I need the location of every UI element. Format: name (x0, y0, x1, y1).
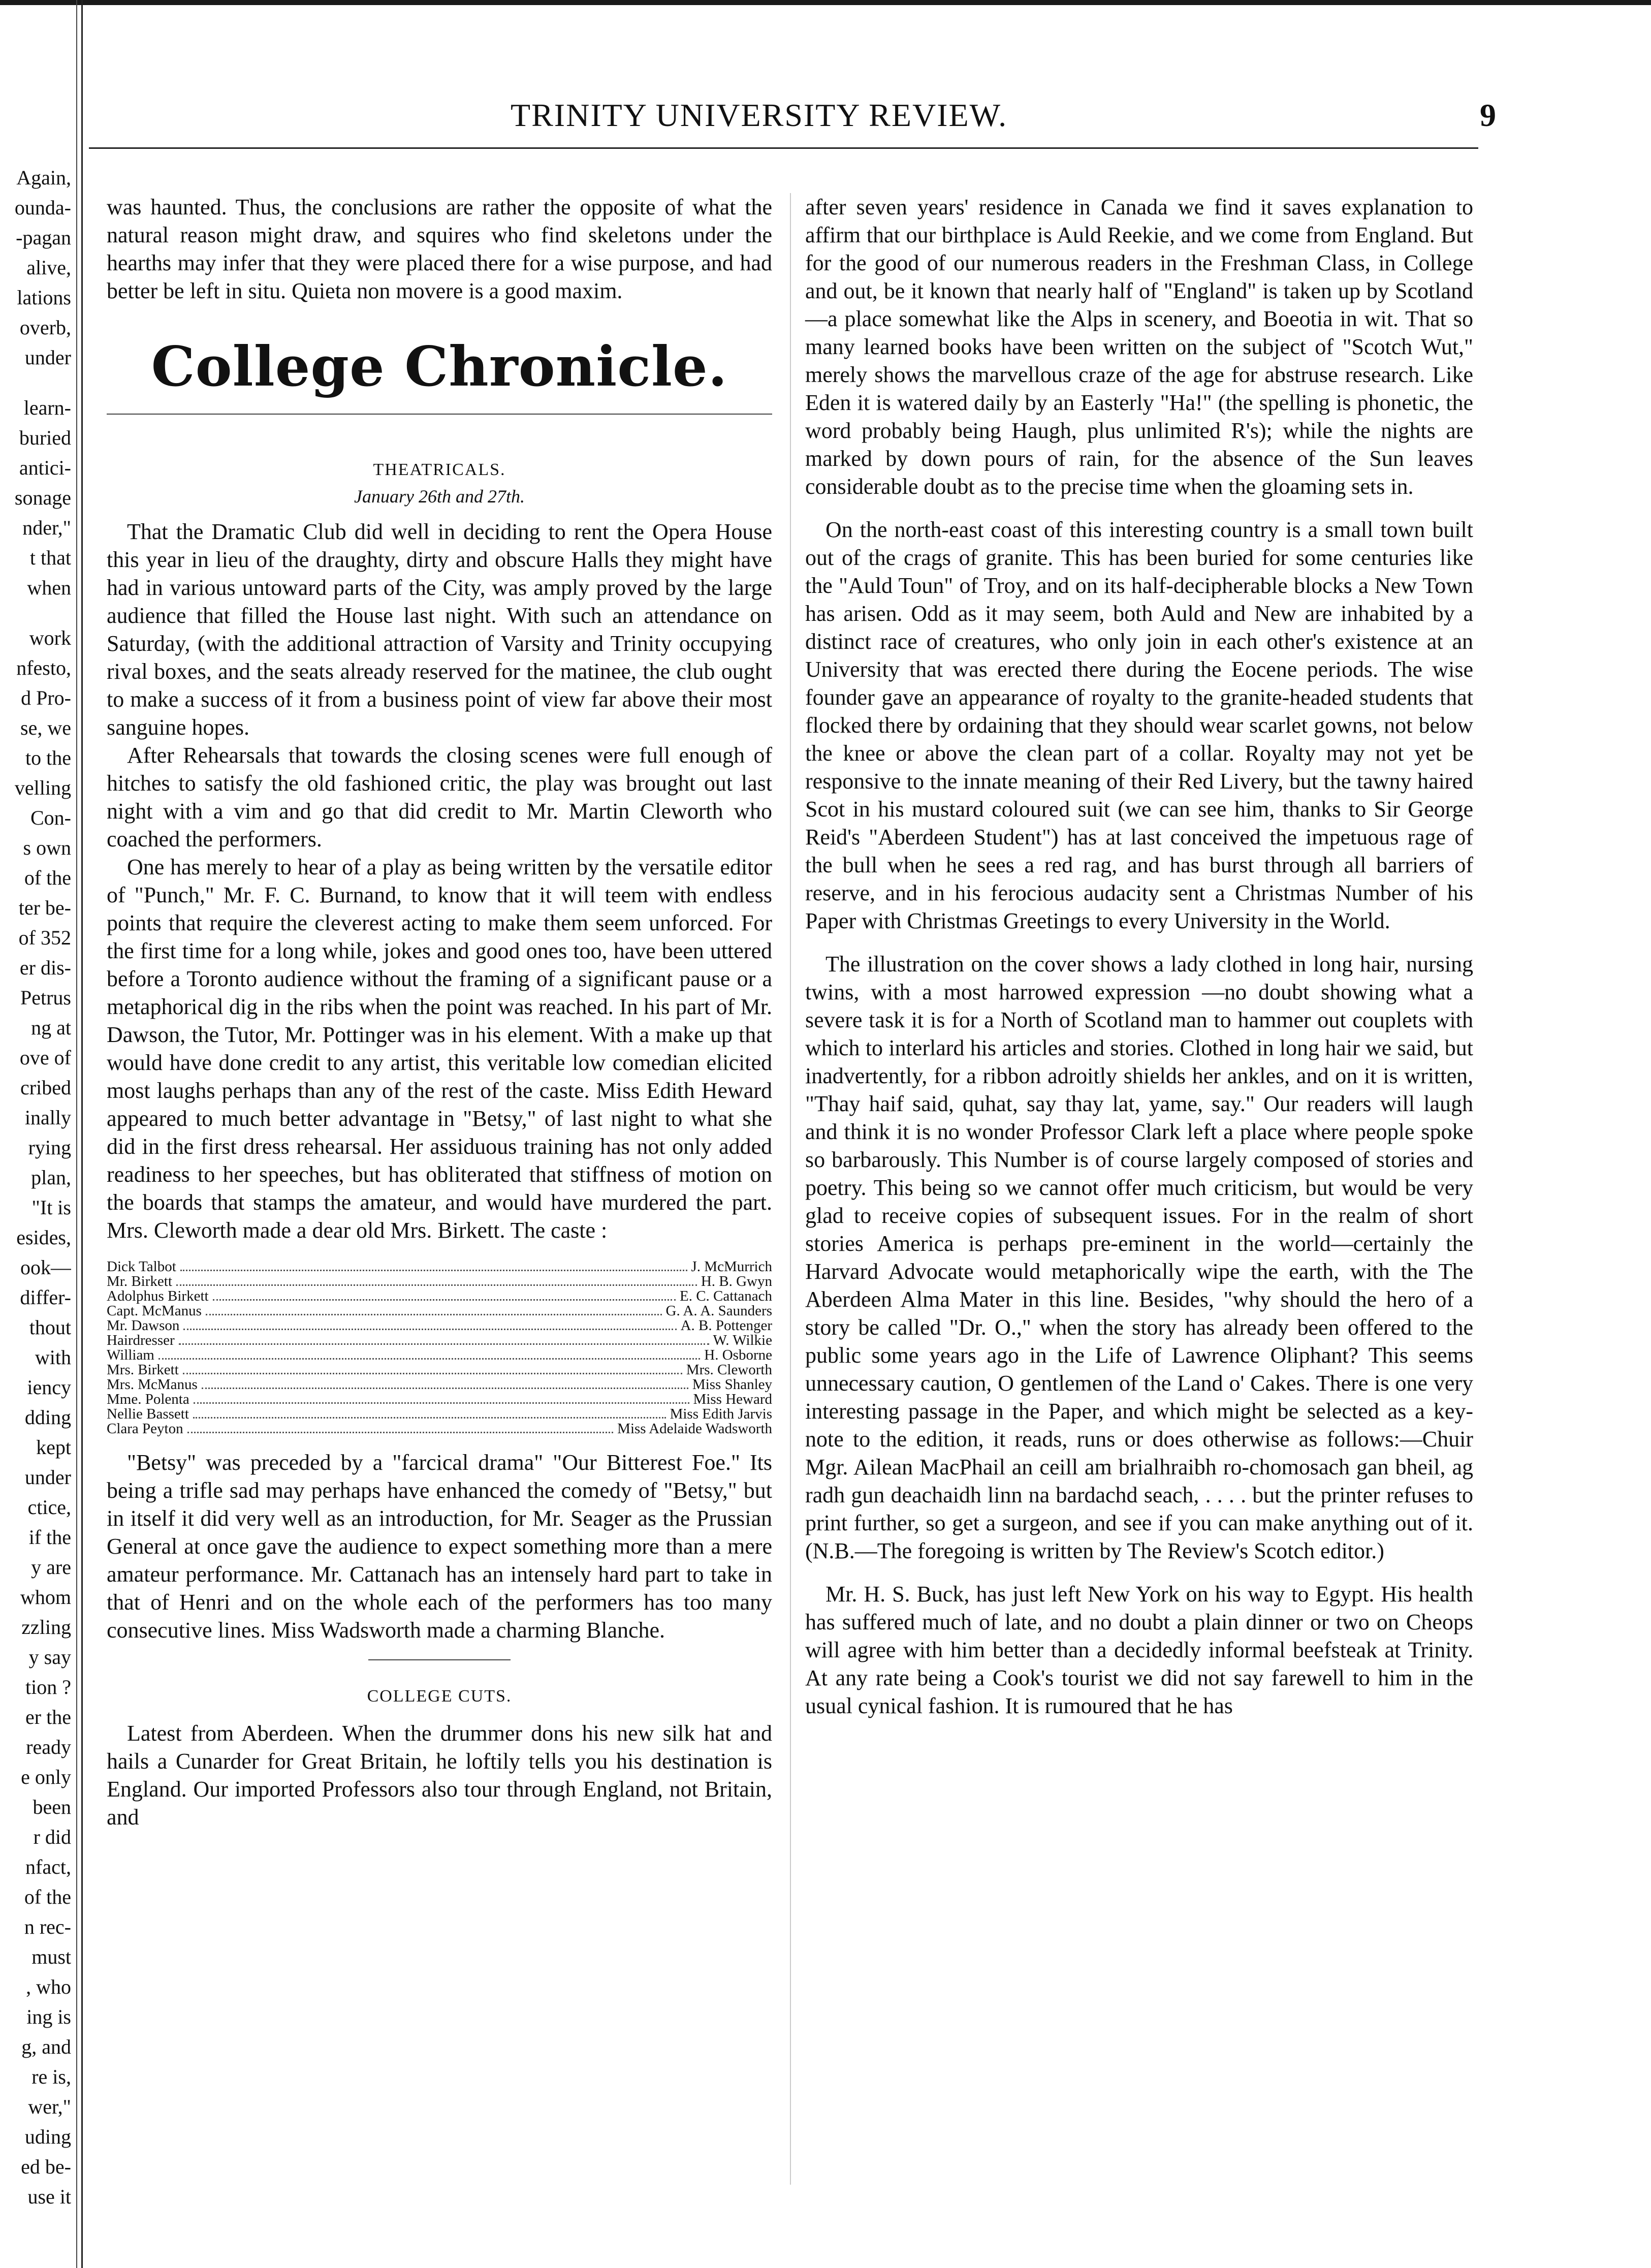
fragment-line: e only (21, 1766, 71, 1788)
leader-dots (158, 1358, 700, 1360)
leader-dots (187, 1432, 614, 1433)
cast-row (107, 1422, 772, 1436)
fragment-line (0, 372, 71, 393)
fragment-line: er dis- (19, 956, 71, 979)
theatricals-paragraph-2: After Rehearsals that towards the closing scenes were full enough of hitches to satisfy the old fashioned critic, the play was brought out last night with a vim and go that did credit to Mr. Martin Cleworth who coached the performers. (107, 743, 772, 852)
fragment-line: with (35, 1346, 71, 1369)
cast-actor: J. McMurrich (691, 1258, 772, 1275)
fragment-line: n rec- (24, 1915, 71, 1938)
fragment-line: d Pro- (21, 686, 71, 709)
cast-row (107, 1259, 772, 1274)
cast-row (107, 1274, 772, 1289)
cast-row (107, 1392, 772, 1407)
fragment-line: cribed (20, 1076, 71, 1099)
binding-edge-line (81, 0, 83, 2268)
fragment-line: r did (33, 1825, 71, 1848)
fragment-line: buried (19, 426, 71, 449)
buck-paragraph: Mr. H. S. Buck, has just left New York on his way to Egypt. His health has suffered much of late, and no doubt a plain dinner or two on Cheops will agree with him better than a decidedly informal beefsteak at Trinity. At any rate being a Cook's tourist we did not say farewell to him in the usual cynical fashion. It is rumoured that he has (805, 1582, 1473, 1718)
intro-paragraph: was haunted. Thus, the conclusions are rather the opposite of what the natural reason might draw, and squires who find skeletons under the hearths may infer that they were placed there for a wise purpose, and had better be left in situ. Quieta non movere is a good maxim. (107, 195, 772, 303)
cast-actor: Miss Heward (693, 1391, 772, 1407)
cast-row (107, 1333, 772, 1348)
leader-dots (202, 1388, 688, 1389)
aberdeen-paragraph-3: The illustration on the cover shows a lady clothed in long hair, nursing twins, with a most harrowed expression —no doubt showing what a severe task it is for a North of Scotland man to hammer out couplets with which to interlard his articles and stories. Clothed in long hair we said, but inadvertently, for a ribbon adroitly shields her ankles, and on it is written, "Thay haif said, quhat, say thay lat, yame, say." Our readers will laugh and think it is no wonder Professor Clark left a place where people spoke so barbarously. This Number is of course largely composed of stories and poetry. This being so we cannot offer much criticism, but would be very glad to receive copies of subsequent issues. For in the realm of short stories America is perhaps pre-eminent in the world—certainly the Harvard Advocate would metaphorically wipe the earth, with the The Aberdeen Alma Mater in this line. Besides, "why should the hero of a story be called "Dr. O.," when the story has already been offered to the public some years ago in the Life of Lawrence Oliphant? This seems unnecessary caution, O gentlemen of the Land o' Cakes. There is one very interesting passage in the Paper, and which might be selected as a key-note to the edition, it reads, runs or does otherwise as follows:—Chuir Mgr. Ailean MacPhail an ceill am brialhraibh ro-chomosach gan bheil, ag radh gun deachaidh linn na bardachd seach, . . . . but the printer refuses to print further, so get a surgeon, and see if you can make anything out of it. (N.B.—The foregoing is written by The Review's Scotch editor.) (805, 952, 1473, 1563)
fragment-line: nfesto, (16, 656, 71, 679)
cast-actor: Mrs. Cleworth (686, 1362, 772, 1378)
fragment-line: ove of (19, 1046, 71, 1069)
cast-actor: A. B. Pottenger (680, 1317, 772, 1334)
cast-actor: W. Wilkie (713, 1332, 772, 1348)
cast-row (107, 1304, 772, 1318)
theatricals-date: January 26th and 27th. (354, 486, 525, 507)
cast-role: Clara Peyton (107, 1421, 183, 1437)
cast-row (107, 1289, 772, 1304)
column-divider (790, 193, 791, 2185)
fragment-line: -pagan (16, 226, 71, 249)
fragment-line: se, we (20, 716, 71, 739)
cast-role: Mme. Polenta (107, 1391, 189, 1407)
college-cuts-heading: COLLEGE CUTS. (367, 1687, 512, 1706)
leader-dots (179, 1343, 709, 1345)
college-cuts-paragraph-1: Latest from Aberdeen. When the drummer dons his new silk hat and hails a Cunarder for Great Britain, he loftily tells you his destination is England. Our imported Professors also tour through England, not Britain, and (107, 1721, 772, 1830)
cast-actor: G. A. A. Saunders (665, 1303, 772, 1319)
fragment-line: lations (17, 286, 71, 309)
cast-role: Adolphus Birkett (107, 1288, 209, 1304)
fragment-line: must (31, 1945, 71, 1968)
fragment-line: kept (36, 1436, 71, 1459)
journal-title: TRINITY UNIVERSITY REVIEW. (511, 97, 1008, 133)
page-number: 9 (1480, 97, 1496, 133)
fragment-line: ready (26, 1736, 71, 1758)
cast-role: Nellie Bassett (107, 1406, 189, 1422)
cast-list (107, 1259, 772, 1436)
fragment-line: alive, (26, 256, 71, 279)
fragment-line: t that (29, 546, 71, 569)
fragment-line: zzling (21, 1616, 71, 1639)
fragment-line: plan, (31, 1166, 71, 1189)
adjacent-page-fragment (0, 163, 71, 2212)
fragment-line: re is, (31, 2065, 71, 2088)
fragment-line: rying (28, 1136, 71, 1159)
cast-role: William (107, 1347, 154, 1363)
fragment-line: of the (24, 866, 71, 889)
cast-row (107, 1348, 772, 1363)
fragment-line: Again, (16, 166, 71, 189)
fragment-line: velling (14, 776, 71, 799)
cast-actor: E. C. Cattanach (679, 1288, 772, 1304)
binding-edge (76, 0, 77, 2268)
fragment-line: ing is (26, 2005, 71, 2028)
fragment-line: ter be- (18, 896, 71, 919)
fragment-line: ed be- (21, 2155, 71, 2178)
fragment-line: ook— (20, 1256, 71, 1279)
cast-role: Mr. Dawson (107, 1317, 180, 1334)
leader-dots (183, 1373, 682, 1374)
section-title: College Chronicle. (151, 335, 728, 399)
fragment-line: inally (24, 1106, 71, 1129)
cast-actor: H. B. Gwyn (701, 1273, 772, 1289)
cast-actor: H. Osborne (704, 1347, 772, 1363)
theatricals-paragraph-4: "Betsy" was preceded by a "farcical drama" "Our Bitterest Foe." Its being a trifle sad may perhaps have enhanced the comedy of "Betsy," but in itself it did very well as an introduction, for Mr. Seager as the Prussian General at once gave the audience to expect something more than a mere amateur performance. Mr. Cattanach has an intensely hard part to take in that of Henri and on the whole each of the performers has too many consecutive lines. Miss Wadsworth made a charming Blanche. (107, 1450, 772, 1643)
fragment-line: when (27, 576, 71, 599)
theatricals-paragraph-1: That the Dramatic Club did well in deciding to rent the Opera House this year in lieu of the draughty, dirty and obscure Halls they might have had in various untoward parts of the City, was amply proved by the large audience that filled the House last night. With such an attendance on Saturday, (with the additional attraction of Varsity and Trinity occupying rival boxes, and the seats already reserved for the matinee, the club ought to make a success of it from a business point of view far above their most sanguine hopes. (107, 519, 772, 740)
fragment-line: Petrus (20, 986, 71, 1009)
fragment-line: y say (28, 1646, 71, 1668)
cast-role: Dick Talbot (107, 1258, 176, 1275)
cast-row (107, 1377, 772, 1392)
leader-dots (180, 1270, 687, 1271)
leader-dots (194, 1402, 689, 1404)
fragment-line: overb, (19, 316, 71, 339)
top-edge-shadow (0, 0, 1651, 5)
leader-dots (206, 1314, 662, 1315)
cast-actor: Miss Edith Jarvis (670, 1406, 772, 1422)
aberdeen-paragraph-2: On the north-east coast of this interesting country is a small town built out of the crags of granite. This has been buried for some centuries like the "Auld Toun" of Troy, and on its half-decipherable blocks a New Town has arisen. Odd as it may seem, both Auld and New are inhabited by a distinct race of creatures, who only join in each other's existence at an University that was erected there during the Eocene periods. The wise founder gave an appearance of royalty to the granite-headed students that flocked there by ordaining that they should wear scarlet gowns, not below the knee or above the clean part of a collar. Royalty may not yet be responsive to the innate meaning of their Red Livery, but the tawny haired Scot in his mustard coloured suit (we can see him, thanks to Sir George Reid's "Aberdeen Student") has at last conceived the impetuous rage of the bull when he sees a red rag, and has burst through all barriers of reserve, and in his ferocious audacity sent a Christmas Number of his Paper with Christmas Greetings to every University in the World. (805, 517, 1473, 933)
header-rule (89, 147, 1478, 149)
mid-rule (368, 1659, 511, 1660)
fragment-line: er the (25, 1706, 71, 1728)
cast-actor: Miss Shanley (692, 1376, 772, 1393)
theatricals-paragraph-3: One has merely to hear of a play as being written by the versatile editor of "Punch," Mr. F. C. Burnand, to know that it will teem with endless points that require the cleverest acting to make them seem unforced. For the first time for a long while, jokes and good ones too, have been uttered before a Toronto audience without the framing of a significant pause or a metaphorical dig in the ribs when the point was reached. In his part of Mr. Dawson, the Tutor, Mr. Pottinger was in his element. With a make up that would have done credit to any artist, this veritable low comedian elicited most laughs perhaps than any of the rest of the caste. Miss Edith Heward appeared to much better advantage in "Betsy," of last night to what she did in the first dress rehearsal. Her assiduous training has not only added readiness to her speeches, but has obliterated that stiffness of motion on the boards that stamps the amateur, and would have murdered the part. Mrs. Cleworth made a dear old Mrs. Birkett. The caste : (107, 855, 772, 1243)
fragment-line: nder," (22, 516, 71, 539)
fragment-line: use it (27, 2185, 71, 2208)
fragment-line: under (24, 1466, 71, 1489)
fragment-line: dding (24, 1406, 71, 1429)
fragment-line: if the (28, 1526, 71, 1549)
fragment-line: s own (23, 836, 71, 859)
fragment-line: sonage (14, 486, 71, 509)
fragment-line: y are (31, 1556, 71, 1579)
fragment-line: "It is (31, 1196, 71, 1219)
theatricals-heading: THEATRICALS. (373, 460, 506, 479)
fragment-line: , who (26, 1975, 71, 1998)
fragment-line: of 352 (18, 926, 71, 949)
fragment-line: iency (27, 1376, 71, 1399)
leader-dots (176, 1284, 697, 1286)
fragment-line: under (24, 346, 71, 369)
fragment-line: thout (29, 1316, 71, 1339)
fragment-line: ctice, (27, 1496, 71, 1519)
fragment-line: esides, (16, 1226, 71, 1249)
fragment-line: work (29, 626, 71, 649)
fragment-line: whom (20, 1586, 71, 1609)
fragment-line: tion ? (25, 1676, 71, 1698)
leader-dots (183, 1329, 676, 1330)
cast-row (107, 1407, 772, 1422)
leader-dots (213, 1299, 676, 1301)
cast-role: Mrs. McManus (107, 1376, 198, 1393)
cast-row (107, 1363, 772, 1377)
cast-role: Mrs. Birkett (107, 1362, 179, 1378)
fragment-line: ounda- (14, 196, 71, 219)
fragment-line: learn- (23, 396, 71, 419)
fragment-line: differ- (20, 1286, 71, 1309)
fragment-line: to the (25, 746, 71, 769)
fragment-line: g, and (21, 2035, 71, 2058)
cast-role: Mr. Birkett (107, 1273, 172, 1289)
fragment-line: nfact, (25, 1855, 71, 1878)
cast-role: Capt. McManus (107, 1303, 202, 1319)
aberdeen-paragraph-1: after seven years' residence in Canada we find it saves explanation to affirm that our birthplace is Auld Reekie, and we come from England. But for the good of our numerous readers in the Freshman Class, in College and out, be it known that nearly half of "England" is taken up by Scotland—a place somewhat like the Alps in scenery, and Boeotia in wit. That so many learned books have been written on the subject of "Scotch Wut," merely shows the marvellous craze of the age for abstruse research. Like Eden it is watered daily by an Easterly "Ha!" (the spelling is phonetic, the word probably being Haugh, plus unlimited R's); while the nights are marked by down pours of rain, for the absence of the Sun leaves considerable doubt as to the precise time when the gloaming sets in. (805, 195, 1473, 499)
cast-actor: Miss Adelaide Wadsworth (617, 1421, 772, 1437)
right-column (805, 193, 1473, 1720)
left-column (107, 193, 772, 1831)
fragment-line: Con- (30, 806, 71, 829)
fragment-line: of the (24, 1885, 71, 1908)
leader-dots (193, 1417, 666, 1419)
cast-role: Hairdresser (107, 1332, 175, 1348)
fragment-line (0, 603, 71, 623)
fragment-line: uding (24, 2125, 71, 2148)
fragment-line: ng at (31, 1016, 71, 1039)
fragment-line: wer," (28, 2095, 71, 2118)
cast-row (107, 1318, 772, 1333)
section-rule (107, 414, 772, 415)
fragment-line: been (33, 1796, 71, 1818)
fragment-line: antici- (19, 456, 71, 479)
